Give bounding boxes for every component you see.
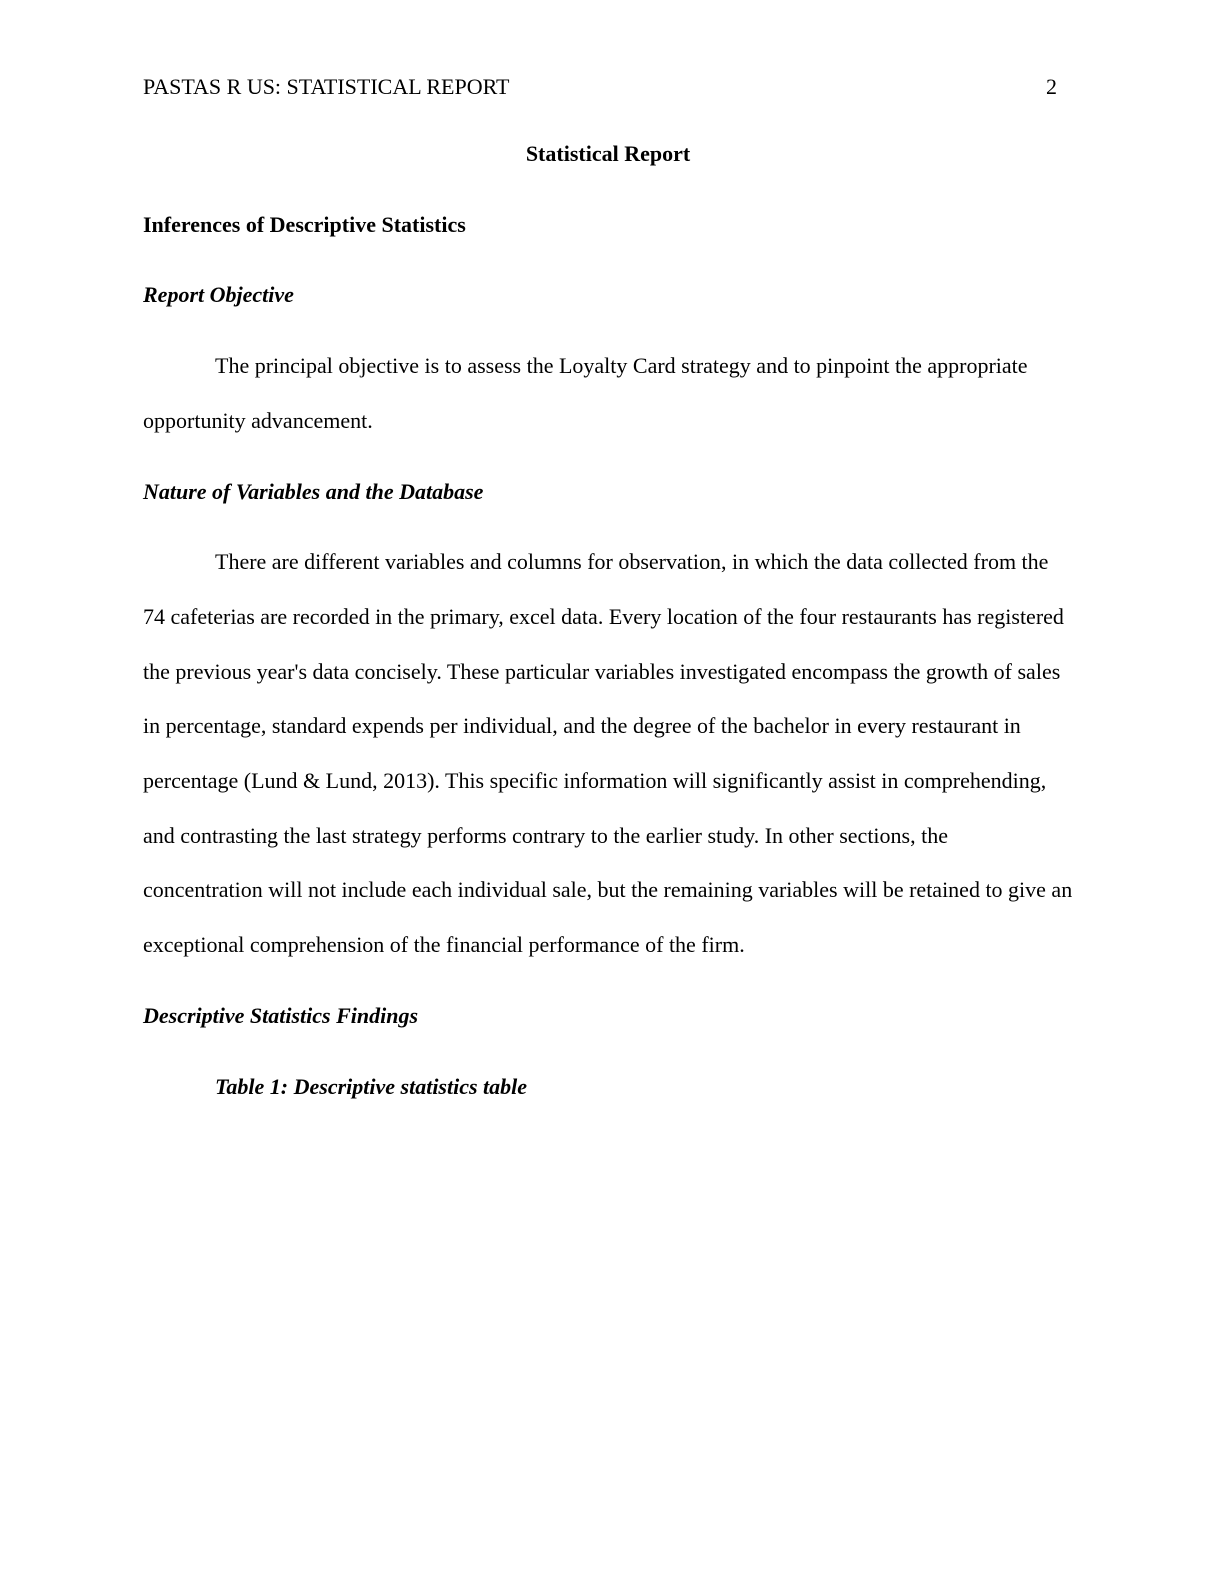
- subheading-nature-of-variables: Nature of Variables and the Database: [143, 478, 484, 504]
- subheading-descriptive-findings: Descriptive Statistics Findings: [143, 1002, 419, 1028]
- running-head: PASTAS R US: STATISTICAL REPORT: [143, 74, 510, 99]
- subheading-report-objective: Report Objective: [143, 282, 294, 308]
- document-body: [143, 127, 1073, 1114]
- table-caption: Table 1: Descriptive statistics table: [215, 1073, 528, 1099]
- paragraph-nature-of-variables: There are different variables and columns for observation, in which the data collected from the 74 cafeterias are recorded in the primary, excel data. Every location of the four restaurants has registered the previous year's data concisely. These particular variables investigated encompass the growth of sales in percentage, standard expends per individual, and the degree of the bachelor in every restaurant in percentage (Lund & Lund, 2013). This specific information will significantly assist in comprehending, and contrasting the last strategy performs contrary to the earlier study. In other sections, the concentration will not include each individual sale, but the remaining variables will be retained to give an exceptional comprehension of the financial performance of the firm.: [143, 549, 1073, 958]
- page-number: 2: [1046, 74, 1057, 99]
- section-heading-inferences: Inferences of Descriptive Statistics: [143, 211, 466, 237]
- document-title: Statistical Report: [525, 141, 691, 166]
- paragraph-report-objective: The principal objective is to assess the Loyalty Card strategy and to pinpoint the appropriate opportunity advancement.: [143, 353, 1028, 433]
